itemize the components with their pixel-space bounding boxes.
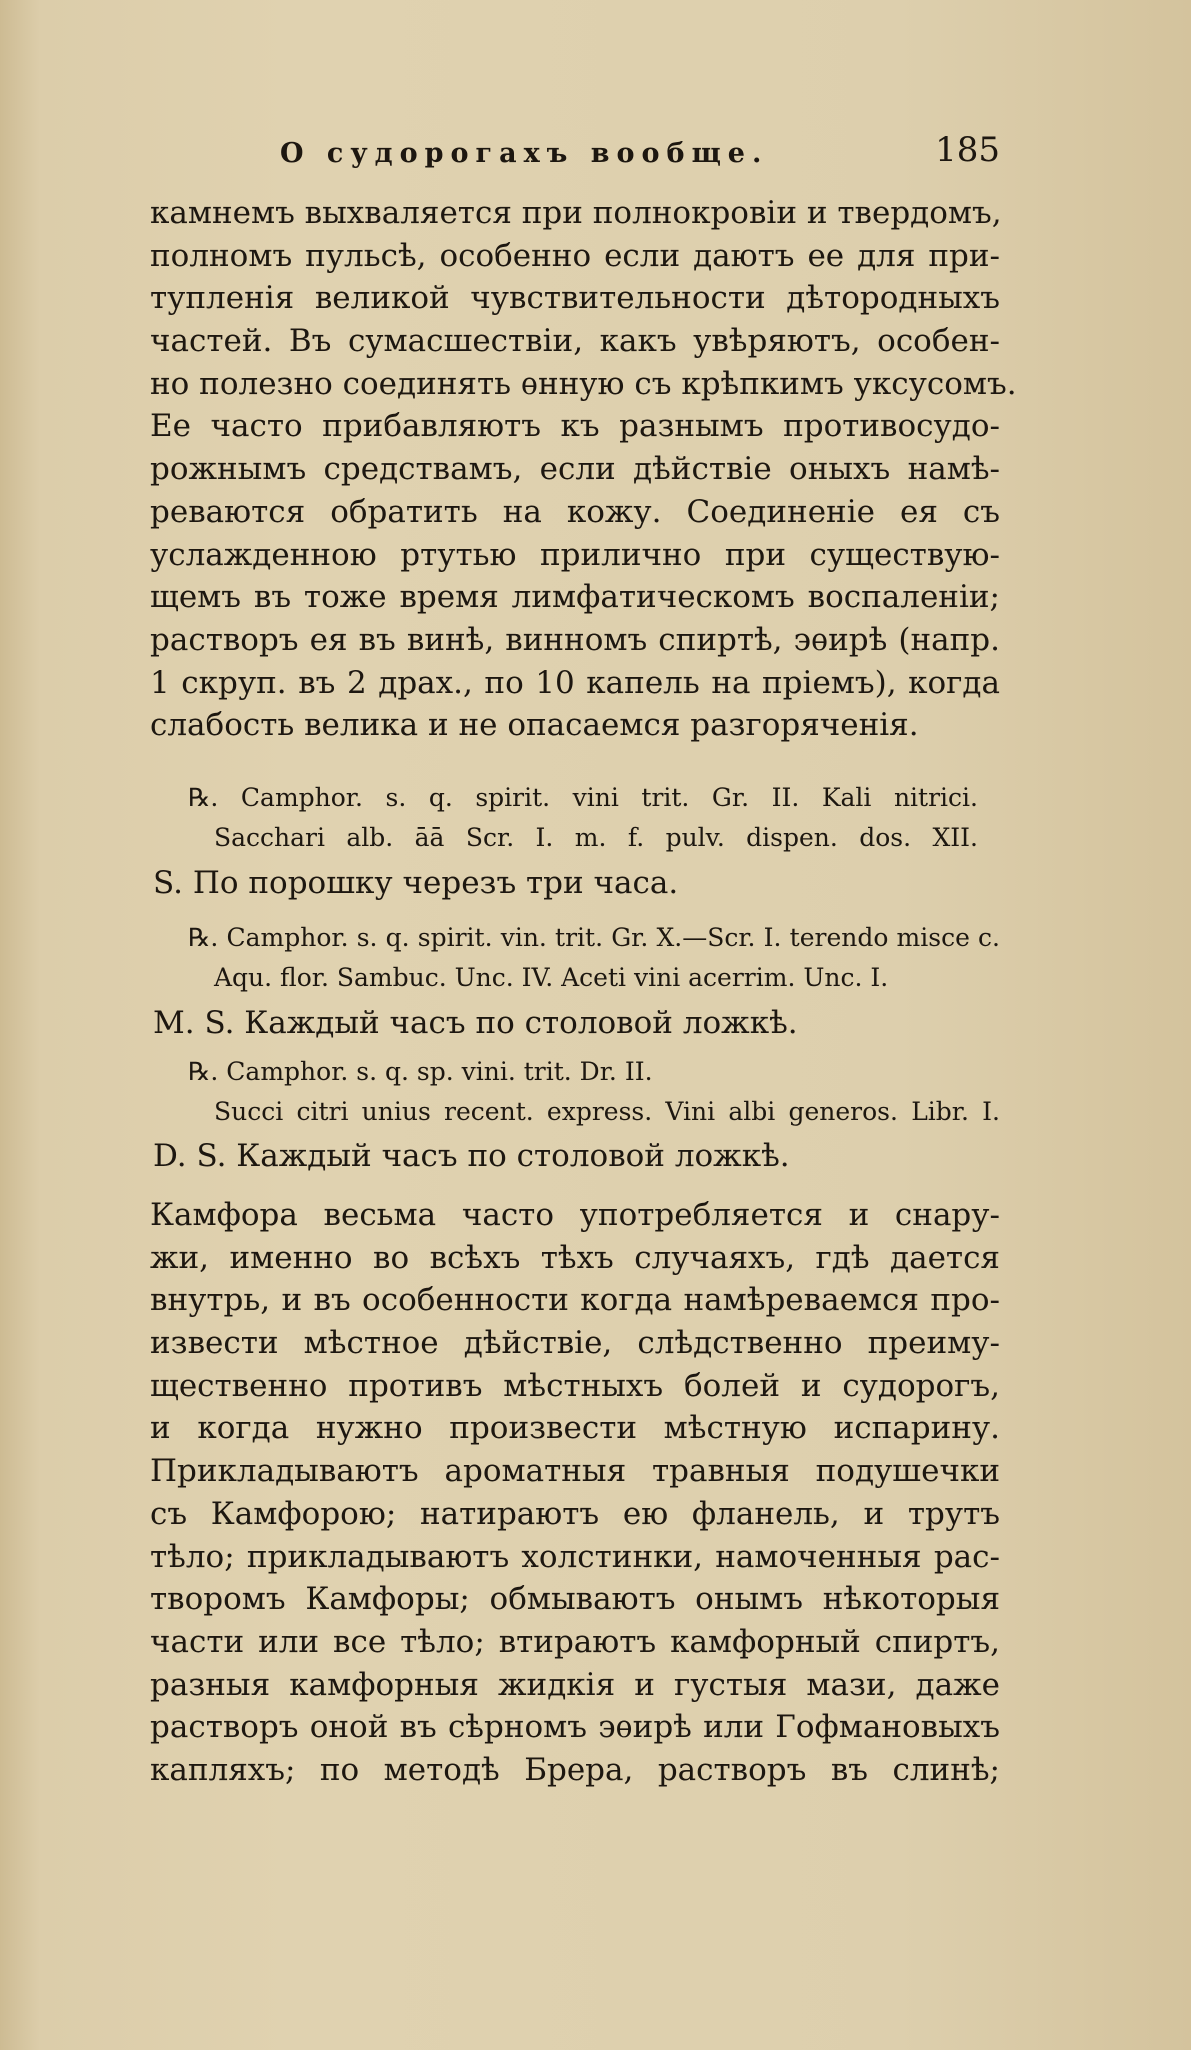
text-line: творомъ Камфоры; обмываютъ онымъ нѣкоторыя <box>150 1581 1000 1618</box>
text-line: разныя камфорныя жидкія и густыя мази, даже <box>150 1666 1000 1703</box>
text-line: внутрь, и въ особенности когда намѣреваемся про- <box>150 1282 1000 1319</box>
text-line: Прикладываютъ ароматныя травныя подушечки <box>150 1453 1000 1490</box>
paragraph-2 <box>150 1195 1000 1793</box>
text-line: реваются обратить на кожу. Соединеніе ея съ <box>150 493 1000 530</box>
prescription-line: Sacchari alb. āā Scr. I. m. f. pulv. dispen. dos. XII. <box>214 823 978 852</box>
text-line: камнемъ выхваляется при полнокровіи и твердомъ, <box>150 195 1002 231</box>
prescription-3 <box>188 1052 1000 1132</box>
text-line: жи, именно во всѣхъ тѣхъ случаяхъ, гдѣ дается <box>150 1239 1000 1276</box>
text-line: и когда нужно произвести мѣстную испарину. <box>150 1410 1000 1447</box>
signa-2: M. S. Каждый часъ по столовой ложкѣ. <box>153 1005 798 1041</box>
prescription-line: ℞. Camphor. s. q. sp. vini. trit. Dr. II. <box>188 1057 653 1086</box>
signa-1: S. По порошку черезъ три часа. <box>153 865 679 901</box>
text-line: рожнымъ средствамъ, если дѣйствіе оныхъ намѣ- <box>150 451 1000 488</box>
text-line: но полезно соединять ѳнную съ крѣпкимъ уксусомъ. <box>150 365 1017 402</box>
prescription-line: Aqu. flor. Sambuc. Unc. IV. Aceti vini acerrim. Unc. I. <box>214 963 889 992</box>
paragraph-1 <box>150 193 1017 748</box>
text-line: съ Камфорою; натираютъ ею фланель, и трутъ <box>150 1495 1000 1532</box>
text-line: щемъ въ тоже время лимфатическомъ воспаленіи; <box>150 579 1000 616</box>
prescription-2 <box>188 918 1000 998</box>
text-line: полномъ пульсѣ, особенно если даютъ ее для при- <box>150 237 1000 274</box>
text-line: растворъ ея въ винѣ, винномъ спиртѣ, эѳирѣ (напр. <box>150 621 1000 658</box>
prescription-line: Succi citri unius recent. express. Vini albi generos. Libr. I. <box>214 1097 1000 1126</box>
text-line: извести мѣстное дѣйствіе, слѣдственно преиму- <box>150 1325 1000 1362</box>
text-line: тѣло; прикладываютъ холстинки, намоченныя рас- <box>150 1538 1000 1575</box>
text-line: тупленія великой чувствительности дѣтородныхъ <box>150 280 1000 317</box>
prescription-line: ℞. Camphor. s. q. spirit. vin. trit. Gr. X.—Scr. I. terendo misce c. <box>188 923 1000 952</box>
text-line: капляхъ; по методѣ Брера, растворъ въ слинѣ; <box>150 1751 1000 1788</box>
text-line: Ее часто прибавляютъ къ разнымъ противосудо- <box>150 408 1000 445</box>
prescription-line: ℞. Camphor. s. q. spirit. vini trit. Gr. II. Kali nitrici. <box>188 783 978 812</box>
running-head <box>160 130 1000 180</box>
text-line: растворъ оной въ сѣрномъ эѳирѣ или Гофмановыхъ <box>150 1709 1000 1746</box>
text-line: услажденною ртутью прилично при существую- <box>150 536 1000 573</box>
page-number: 185 <box>935 130 1000 170</box>
text-line: части или все тѣло; втираютъ камфорный спиртъ, <box>150 1623 1000 1660</box>
text-line: частей. Въ сумасшествіи, какъ увѣряютъ, особен- <box>150 323 1000 360</box>
text-line: Камфора весьма часто употребляется и снару- <box>150 1197 1000 1233</box>
prescription-1 <box>188 778 978 858</box>
text-line: слабость велика и не опасаемся разгоряченія. <box>150 707 919 744</box>
text-line: 1 скруп. въ 2 драх., по 10 капель на пріемъ), когда <box>150 664 1000 701</box>
text-line: щественно противъ мѣстныхъ болей и судорогъ, <box>150 1367 1000 1404</box>
running-head-title: О судорогахъ вообще. <box>280 138 769 169</box>
signa-3: D. S. Каждый часъ по столовой ложкѣ. <box>153 1138 790 1174</box>
